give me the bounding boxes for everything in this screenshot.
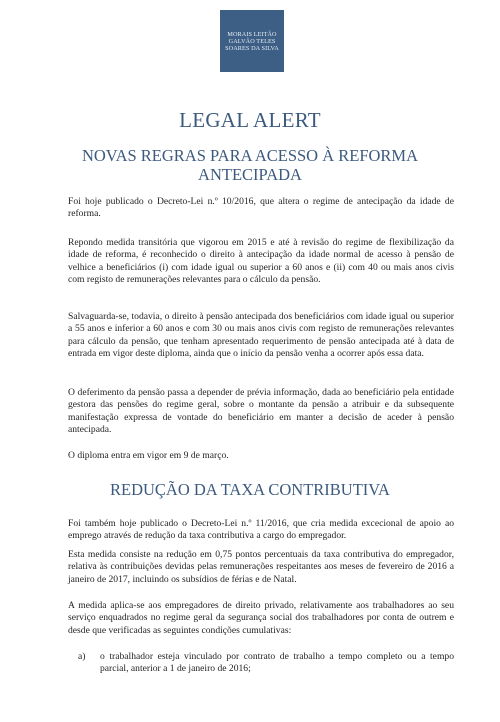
logo-line-1: MORAIS LEITÃO [227,30,277,38]
section-paragraph-2: Esta medida consiste na redução em 0,75 pontos percentuais da taxa contributiva do empregador, relativa às contribuições devidas pelas remunerações respeitantes aos meses de fevereiro de 2016 a janeiro de 2017, incluindo os subsídios de férias e de Natal. [68,549,454,585]
paragraph-4: O deferimento da pensão passa a depender de prévia informação, dada ao beneficiário pela entidade gestora das pensões do regime geral, sobre o montante da pensão a atribuir e da subsequente manifestação expressa de vontade do beneficiário em manter a decisão de aceder à pensão antecipada. [68,387,454,435]
logo-line-2: GALVÃO TELES [228,37,276,45]
section-paragraph-1: Foi também hoje publicado o Decreto-Lei n.º 11/2016, que cria medida excecional de apoio ao emprego através de redução da taxa contributiva a cargo do empregador. [68,518,454,542]
document-subtitle: NOVAS REGRAS PARA ACESSO À REFORMA ANTECIPADA [81,146,419,184]
list-item-text: o trabalhador esteja vinculado por contrato de trabalho a tempo completo ou a tempo parcial, anterior a 1 de janeiro de 2016; [100,651,454,675]
section-paragraph-3: A medida aplica-se aos empregadores de direito privado, relativamente aos trabalhadores ao seu serviço enquadrados no regime geral da segurança social dos trabalhadores por conta de outrem e desde que verificadas as seguintes condições cumulativas: [68,600,454,636]
paragraph-2: Repondo medida transitória que vigorou em 2015 e até à revisão do regime de flexibilização da idade de reforma, é reconhecido o direito à antecipação da idade normal de acesso à pensão de velhice a beneficiários (i) com idade igual ou superior a 60 anos e (ii) com 40 ou mais anos civis com registo de remunerações relevantes para o cálculo da pensão. [68,237,454,285]
section-title: REDUÇÃO DA TAXA CONTRIBUTIVA [110,480,390,499]
logo-line-3: SOARES DA SILVA [225,44,279,52]
paragraph-3: Salvaguarda-se, todavia, o direito à pensão antecipada dos beneficiários com idade igual ou superior a 55 anos e inferior a 60 anos e com 30 ou mais anos civis com registo de remunerações relevantes para cálculo da pensão, que tenham apresentado requerimento de pensão antecipada até à data de entrada em vigor deste diploma, ainda que o início da pensão venha a ocorrer após essa data. [68,311,454,359]
firm-logo [220,10,284,72]
paragraph-1: Foi hoje publicado o Decreto-Lei n.º 10/2016, que altera o regime de antecipação da idade de reforma. [68,196,454,220]
list-marker: a) [78,651,86,662]
paragraph-5: O diploma entra em vigor em 9 de março. [68,450,229,461]
document-title: LEGAL ALERT [179,108,321,132]
